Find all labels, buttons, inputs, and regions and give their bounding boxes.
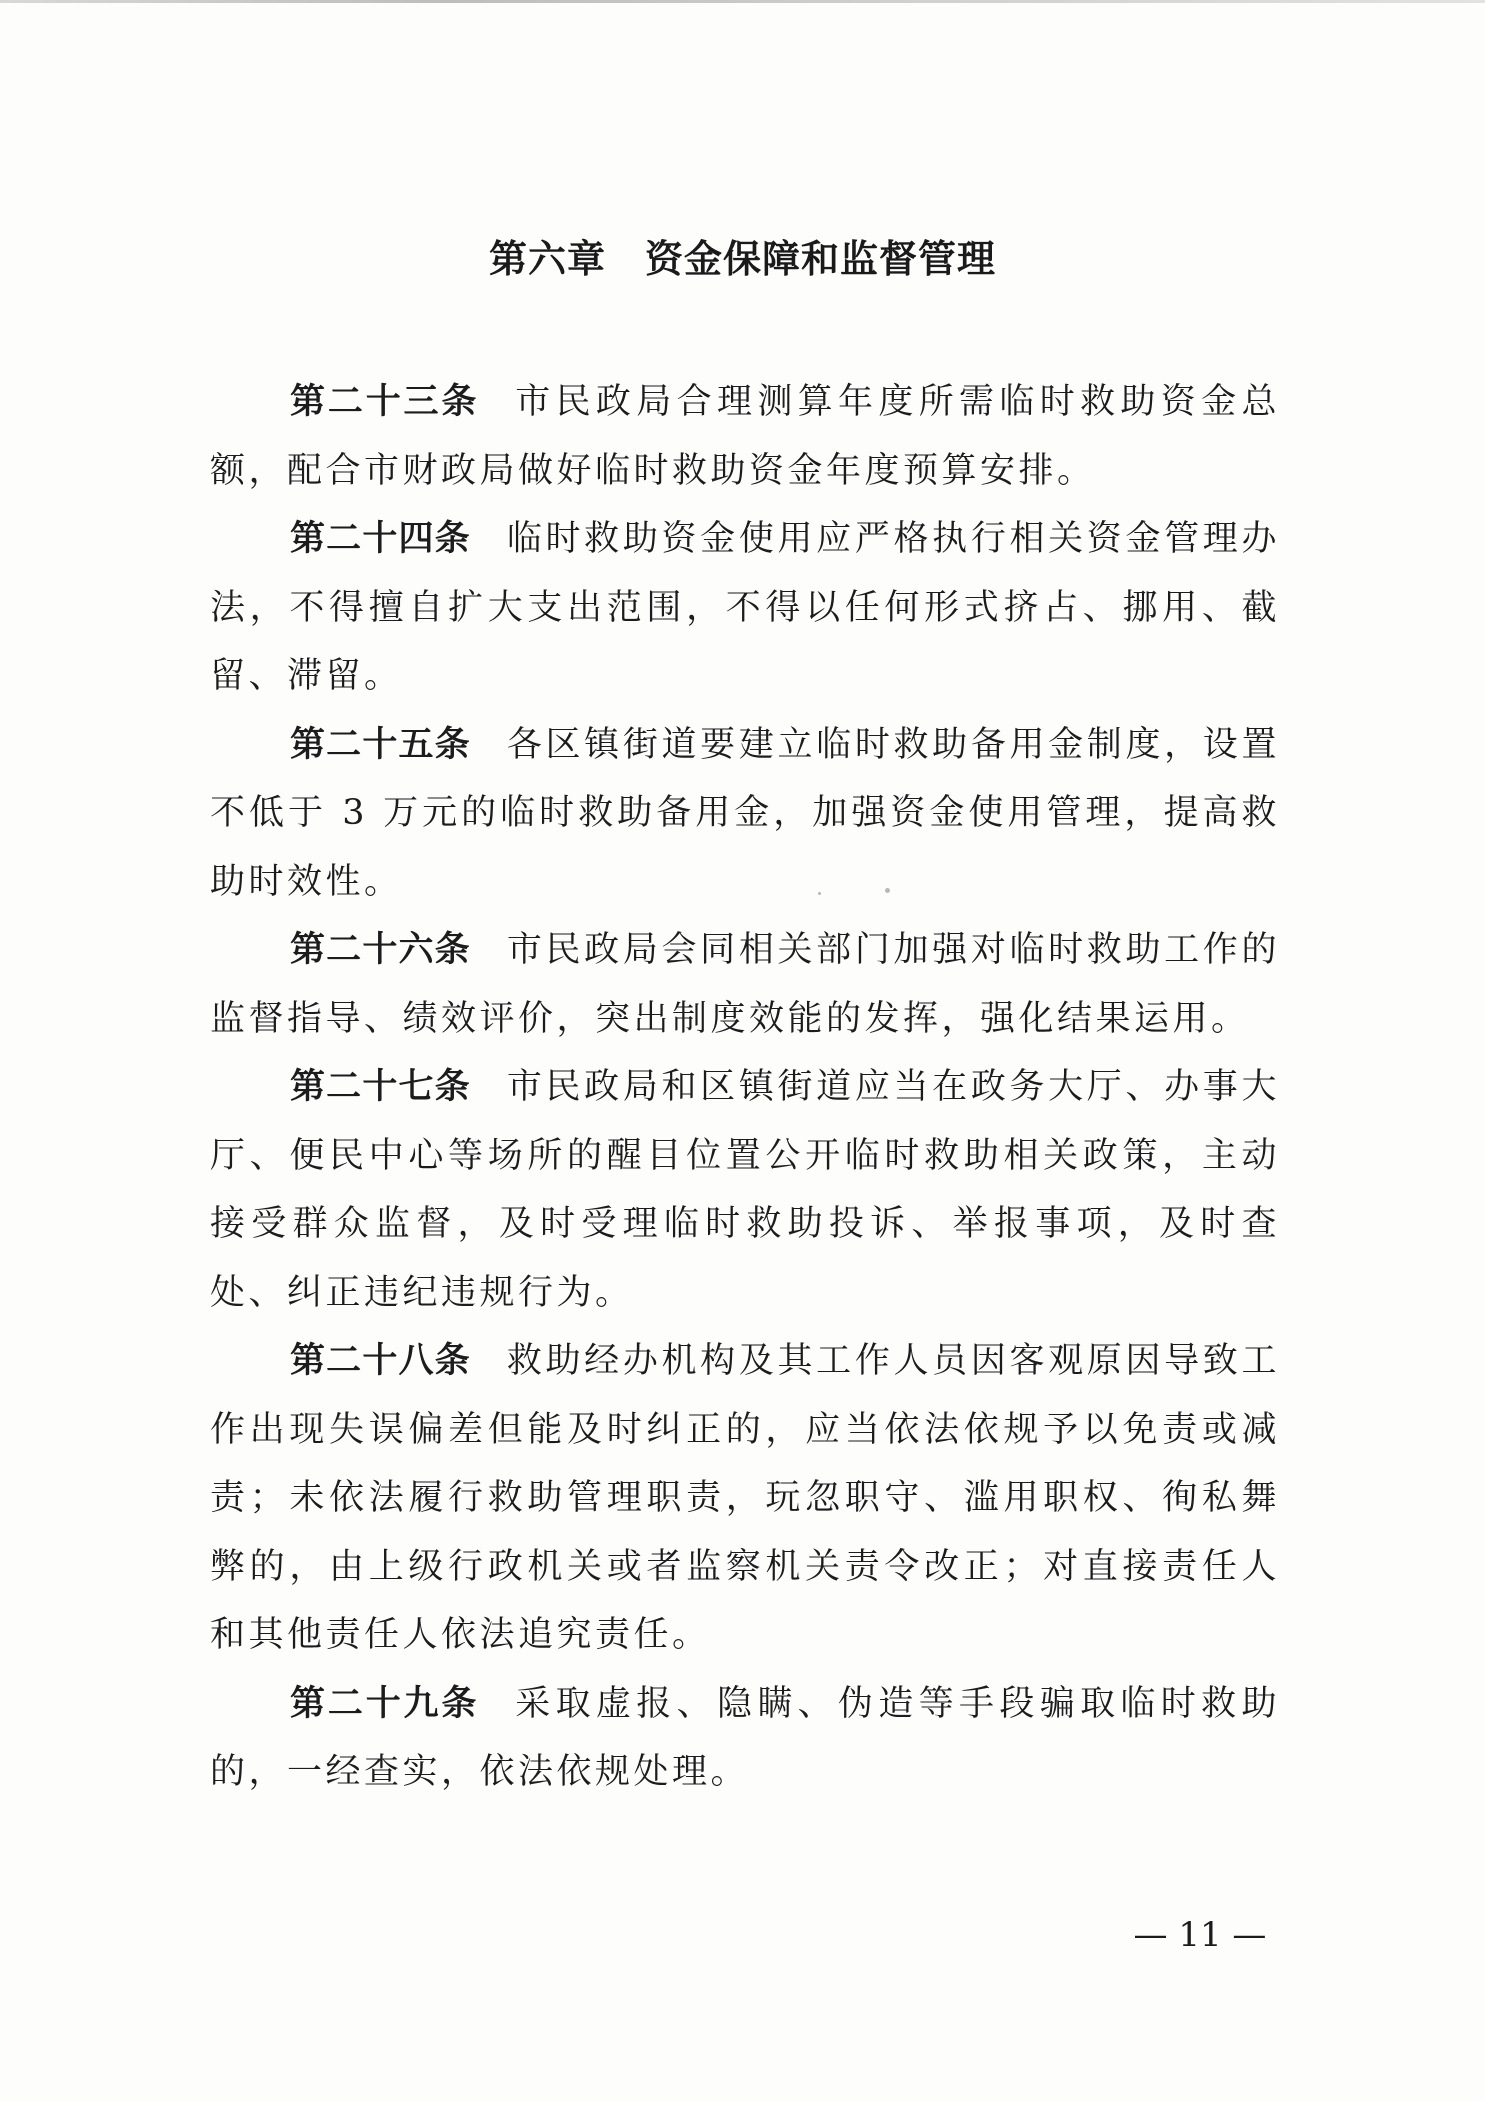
article-text: 市民政局会同相关部门加强对临时救助工作的监督指导、绩效评价，突出制度效能的发挥，强化结果运用。 (210, 930, 1280, 1039)
article-heading: 第二十七条 (290, 1067, 471, 1107)
article-text: 救助经办机构及其工作人员因客观原因导致工作出现失误偏差但能及时纠正的，应当依法依规予以免责或减责；未依法履行救助管理职责，玩忽职守、滥用职权、徇私舞弊的，由上级行政机关或者监察机关责令改正；对直接责任人和其他责任人依法追究责任。 (210, 1341, 1280, 1655)
article-23 (210, 368, 1280, 505)
article-27 (210, 1053, 1280, 1327)
article-heading: 第二十三条 (290, 382, 480, 422)
article-text: 市民政局和区镇街道应当在政务大厅、办事大厅、便民中心等场所的醒目位置公开临时救助相关政策，主动接受群众监督，及时受理临时救助投诉、举报事项，及时查处、纠正违纪违规行为。 (210, 1067, 1280, 1313)
article-list (210, 368, 1280, 1807)
article-heading: 第二十四条 (290, 519, 471, 559)
article-text: 各区镇街道要建立临时救助备用金制度，设置不低于 3 万元的临时救助备用金，加强资金使用管理，提高救助时效性。 (210, 724, 1280, 902)
article-heading: 第二十九条 (290, 1683, 480, 1724)
article-heading: 第二十六条 (290, 930, 471, 970)
page-number: — 11 — (1133, 1915, 1267, 1955)
scan-top-edge (0, 0, 1485, 3)
article-25 (210, 711, 1280, 917)
article-text: 采取虚报、隐瞒、伪造等手段骗取临时救助的，一经查实，依法依规处理。 (210, 1683, 1280, 1792)
article-heading: 第二十五条 (290, 724, 471, 765)
scan-speck (885, 888, 890, 893)
article-text: 临时救助资金使用应严格执行相关资金管理办法，不得擅自扩大支出范围，不得以任何形式挤占、挪用、截留、滞留。 (210, 519, 1280, 696)
chapter-title: 第六章 资金保障和监督管理 (488, 237, 996, 281)
scan-speck (818, 892, 821, 895)
article-text: 市民政局合理测算年度所需临时救助资金总额，配合市财政局做好临时救助资金年度预算安排。 (210, 382, 1280, 491)
article-24 (210, 505, 1280, 711)
article-28 (210, 1327, 1280, 1670)
article-heading: 第二十八条 (290, 1341, 471, 1381)
article-29 (210, 1670, 1280, 1807)
article-26 (210, 916, 1280, 1053)
